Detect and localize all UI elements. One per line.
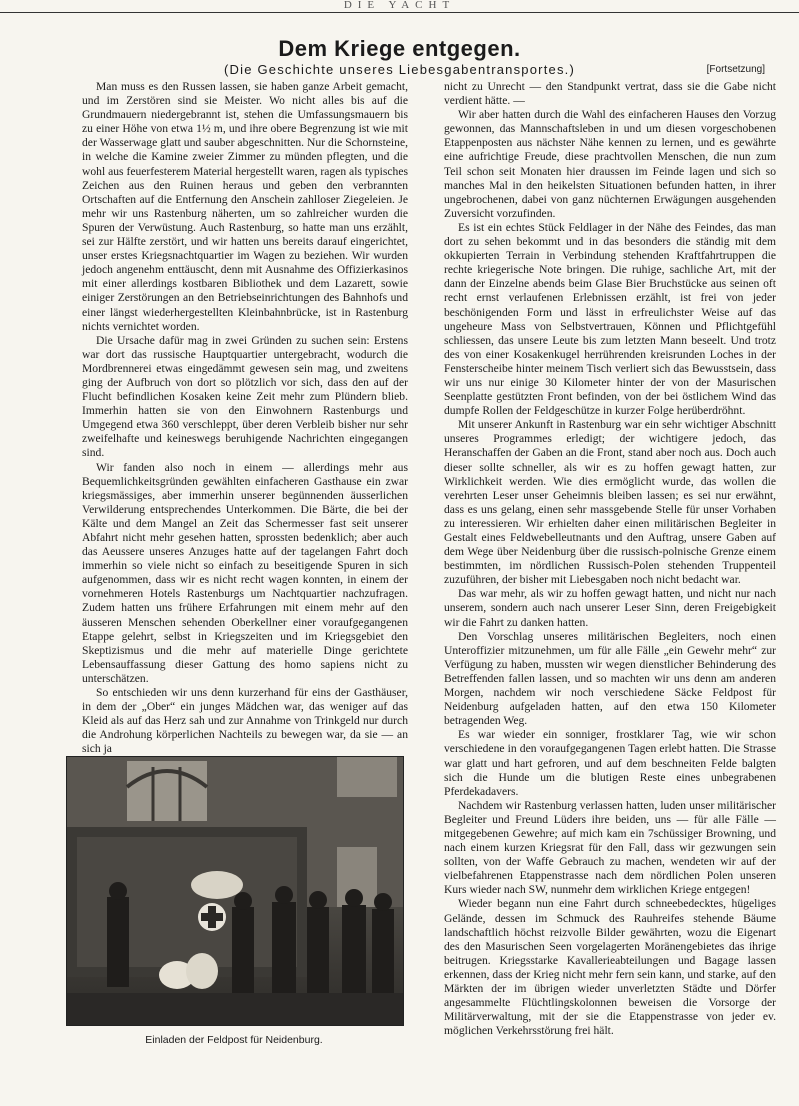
continued-label: [Fortsetzung] [706, 64, 765, 75]
paragraph: Man muss es den Russen lassen, sie haben ganze Arbeit gemacht, und im Zerstören sind sie Meister. Wo nicht alles bis auf die Grundmauern niedergebrannt ist, stehen die Umfassungsmauern bis zu einer Höhe von etwa 1½ m, und ihre obere Begrenzung ist wie mit der Wasserwage glatt und sauber abgeschnitten. Nur die Schornsteine, in welche die Kamine zweier Zimmer zu münden pflegten, und die wohl aus feuerfesterem Material hergestellt waren, ragen als typisches Zeichen aus den Ruinen heraus und geben den verbrannten Ortschaften auf die Entfernung den Anschein zahlloser Ziegeleien. Je mehr wir uns Rastenburg näherten, um so zahlreicher wurden die Spuren der Verwüstung. Auch Rastenburg, so hatte man uns erzählt, sei zur Hälfte zerstört, und wir hatten uns bereits darauf eingerichtet, unser erstes Kriegsnachtquartier im Wagen zu beziehen. Wir wurden jedoch angenehm enttäuscht, denn mit Ausnahme des Offizierkasinos mit einer allerdings kostbaren Bibliothek und dem Lazarett, sowie einiger Zerstörungen an den Betriebseinrichtungen des Bahnhofs und einer längst wiederhergestellten Kleinbahnbrücke, ist in Rastenburg nichts vernichtet worden. [82, 80, 408, 333]
right-column [444, 80, 776, 1058]
paragraph: Nachdem wir Rastenburg verlassen hatten, luden unser militärischer Begleiter und Freund Lüders ihre beiden, uns — für alle Fälle — mitgegebenen Gewehre; auf mich kam ein 7schüssiger Browning, und nach einem kurzen Kriegsrat für den Fall, dass wir gezwungen sein sollten, von der Waffe Gebrauch zu machen, wendeten wir auf der vielbefahrenen Etappenstrasse nach dem nördlichen Polen unseren Kurs wieder nach SW, nunmehr dem wirklichen Kriege entgegen! [444, 798, 776, 897]
paragraph: Das war mehr, als wir zu hoffen gewagt hatten, und nicht nur nach unserem, sondern auch nach unserer Leser Sinn, deren Freigebigkeit wir die Fahrt zu danken hatten. [444, 587, 776, 629]
paragraph: Den Vorschlag unseres militärischen Begleiters, noch einen Unteroffizier mitzunehmen, um für alle Fälle „ein Gewehr mehr“ zur Verfügung zu haben, mussten wir wegen dienstlicher Behinderung des Betreffenden fallen lassen, und so machten wir uns denn am anderen Morgen, nachdem wir noch verschiedene Säcke Feldpost für Neidenburg aufgeladen hatten, auf den etwa 150 Kilometer betragenden Weg. [444, 629, 776, 728]
paragraph: Die Ursache dafür mag in zwei Gründen zu suchen sein: Erstens war dort das russische Hauptquartier untergebracht, wodurch die Mordbrennerei etwas eingedämmt gewesen sein mag, und zweitens ging der Aufbruch von dort so plötzlich vor sich, dass den auf der Flucht befindlichen Kosaken keine Zeit mehr zum Plündern blieb. Immerhin hatten sie von den Einwohnern Rastenburgs und Umgegend etwa 360 verschleppt, über deren Verbleib bisher nur sehr zweifelhafte und keineswegs beruhigende Nachrichten eingegangen sind. [82, 333, 408, 460]
paragraph: Es war wieder ein sonniger, frostklarer Tag, wie wir schon verschiedene in den voraufgegangenen Tagen erlebt hatten. Die Strasse war glatt und hart gefroren, und auf dem beschneiten Felde balgten sich die Hunde um die blutigen Reste eines unbegrabenen Pferdekadavers. [444, 728, 776, 798]
running-header: DIE YACHT [0, 0, 799, 13]
paragraph: So entschieden wir uns denn kurzerhand für eins der Gasthäuser, in dem der „Ober“ ein junges Mädchen war, das weniger auf das Kleid als auf das Herz sah und zur Annahme von Trinkgeld nur durch die Androhung körperlichen Nachteils zu bewegen war, da sie — an sich ja [82, 686, 408, 756]
article-subtitle: (Die Geschichte unseres Liebesgabentransportes.) [224, 62, 575, 77]
paragraph: Mit unserer Ankunft in Rastenburg war ein sehr wichtiger Abschnitt unseres Programmes erledigt; der wichtigere jedoch, das Heranschaffen der Gaben an die Front, stand aber noch aus. Doch auch dieser sollte schneller, als wir es zu hoffen gewagt hatten, zur Wirklichkeit werden. Wie dies ermöglicht wurde, das wollen die verehrten Leser unser Geheimnis bleiben lassen; es sei nur erwähnt, dass es uns gelang, einen sehr massgebende Stelle für unser Vorhaben zu interessieren. Wir erhielten daher einen militärischen Begleiter in Gestalt eines Feldwebelleutnants und den Auftrag, unsere Gaben auf dem Wege über Neidenburg über die russisch-polnische Grenze einem bestimmten, im nördlichen Russisch-Polen stehenden Truppenteil zuzuführen, der bisher mit Liebesgaben noch nicht bedacht war. [444, 418, 776, 587]
paragraph: Wir aber hatten durch die Wahl des einfacheren Hauses den Vorzug gewonnen, das Mannschaftsleben in und um diesen vorgeschobenen Etappenposten aus nächster Nähe kennen zu lernen, und es gewährte eine aufrichtige Freude, diese prachtvollen Menschen, die nun zum Teil schon seit Monaten hier draussen im Feinde lagen und sich so manches Mal in den heikelsten Situationen befunden hatten, in ihrer ungebrochenen, dabei von ganz nüchternen Erwägungen ausgehenden Zuversicht vorzufinden. [444, 108, 776, 220]
article-title: Dem Kriege entgegen. [278, 36, 521, 61]
paragraph: Wir fanden also noch in einem — allerdings mehr aus Bequemlichkeitsgründen gewählten einfacheren Gasthause ein zwar kriegsmässiges, aber immerhin unserer begünnenden äusserlichen Verwilderung entsprechendes Unterkommen. Die Bärte, die bei der Kälte und dem Mangel an Zeit das Schermesser fast seit unserer Abfahrt nicht mehr gesehen hatten, sprossten bedenklich; aber auch das Aeussere unseres Anzuges hatte auf der tagelangen Fahrt doch immerhin so viele nicht so einfach zu beseitigende Spuren in sich aufgenommen, dass wir es nicht recht wagen konnten, in einem der vornehmeren Hotels Rastenburgs um Nachtquartier nachzufragen. Zudem hatten uns frühere Erfahrungen mit einem mehr auf den äusseren Menschen sehenden Oberkellner einer voraufgegangenen Etappe gelehrt, selbst in Kriegszeiten und im Kriegsgebiet den Skeptizismus und die mehr auf materielle Dinge gerichtete Lebensauffassung dieser Gattung des homo sapiens nicht zu unterschätzen. [82, 460, 408, 685]
photo-illustration [67, 757, 403, 1025]
figure-caption: Einladen der Feldpost für Neidenburg. [145, 1034, 323, 1046]
photo-feldpost-loading [66, 756, 404, 1026]
paragraph: Wieder begann nun eine Fahrt durch schneebedecktes, hügeliges Gelände, dessen im Schmuck des Rauhreifes stehende Bäume landschaftlich höchst reizvolle Bilder gewährten, wozu die Eigenart des den Masurischen Seen vorgelagerten Moränengebietes das ihrige beitrugen. Kriegsstarke Kavallerieabteilungen und Bagage lassen erkennen, dass der Krieg nicht mehr fern sein kann, und starke, auf den Märkten der im übrigen wieder unverletzten Städte und Dörfer angesammelte Flüchtlingskolonnen beweisen die Vorsorge der Militärverwaltung, mit der sie die Etappenstrasse von jeder ev. möglichen Verkehrsstörung frei hält. [444, 897, 776, 1038]
paragraph: Es ist ein echtes Stück Feldlager in der Nähe des Feindes, das man dort zu sehen bekommt und in das besonders die ständig mit dem okkupierten Terrain in Verbindung stehenden Kraftfahrtruppen die rechte kriegerische Note bringen. Die ruhige, sachliche Art, mit der dann der Einzelne abends beim Glase Bier Bruchstücke aus seinen oft recht ernst verlaufenen Erlebnissen erzählt, ist frei von jeder beschönigenden Form und lässt in erfreulichster Weise auf das ungeheure Mass von Selbstvertrauen, Können und Pflichtgefühl schliessen, das unsere Leute bis zum letzten Mann beseelt. Und trotz des von einer Kosakenkugel herrührenden kreisrunden Loches in der Fensterscheibe hinter meinem Tisch verliert sich das Bewusstsein, dass wir uns nur einige 30 Kilometer hinter der von der Masurischen Seenplatte gestützten Front befinden, von der bei östlichem Wind das dumpfe Rollen der Feldgeschütze in kurzer Folge herüberdröhnt. [444, 220, 776, 418]
paragraph: nicht zu Unrecht — den Standpunkt vertrat, dass sie die Gabe nicht verdient hätte. — [444, 80, 776, 108]
left-column [82, 80, 408, 756]
